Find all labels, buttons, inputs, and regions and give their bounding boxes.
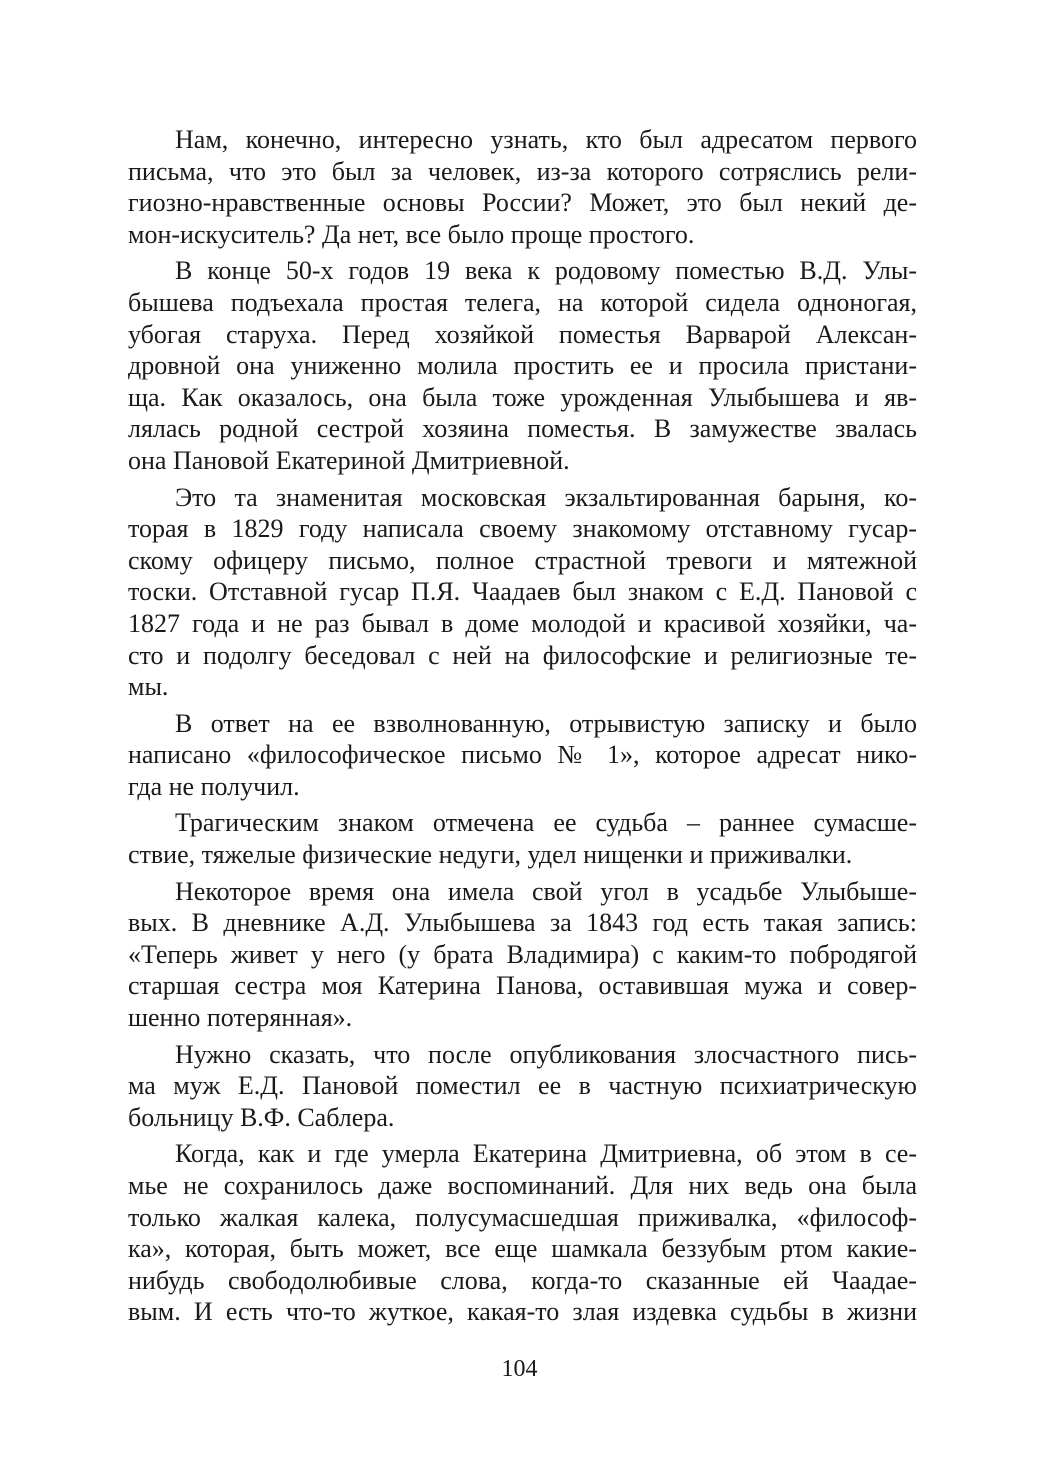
text-line: лялась родной сестрой хозяина поместья. В замужестве звалась <box>128 414 917 444</box>
text-line: ствие, тяжелые физические недуги, удел нищенки и приживалки. <box>128 840 853 870</box>
text-line: 1827 года и не раз бывал в доме молодой и красивой хозяйки, ча- <box>128 608 917 638</box>
text-line: скому офицеру письмо, полное страстной тревоги и мятежной <box>128 545 917 575</box>
text-line: Это та знаменитая московская экзальтированная барыня, ко- <box>175 482 917 512</box>
text-line: тоски. Отставной гусар П.Я. Чаадаев был знаком с Е.Д. Пановой с <box>128 577 917 607</box>
page-number: 104 <box>501 1356 538 1382</box>
text-line: вых. В дневнике А.Д. Улыбышева за 1843 год есть такая запись: <box>128 908 917 938</box>
paragraph <box>128 708 917 803</box>
text-line: написано «философическое письмо № 1», которое адресат нико- <box>128 740 917 770</box>
text-line: мье не сохранилось даже воспоминаний. Для них ведь она была <box>128 1171 917 1200</box>
text-line: дровной она униженно молила простить ее и просила пристани- <box>128 351 917 381</box>
paragraph <box>128 482 917 703</box>
text-line: бышева подъехала простая телега, на которой сидела одноногая, <box>128 287 917 317</box>
text-line: Нам, конечно, интересно узнать, кто был адресатом первого <box>175 125 917 154</box>
text-line: нибудь свободолюбивые слова, когда-то сказанные ей Чаадае- <box>128 1265 917 1295</box>
paragraph <box>128 1138 917 1328</box>
text-line: гиозно-нравственные основы России? Может, это был некий де- <box>128 188 917 218</box>
text-line: В конце 50-х годов 19 века к родовому поместью В.Д. Улы- <box>175 256 917 286</box>
paragraph <box>128 876 917 1034</box>
text-line: мы. <box>128 672 169 702</box>
text-line: только жалкая калека, полусумасшедшая приживалка, «философ- <box>128 1202 917 1232</box>
paragraph <box>128 807 917 870</box>
text-line: шенно потерянная». <box>128 1003 353 1033</box>
paragraph <box>128 1039 917 1134</box>
paragraph <box>128 124 917 250</box>
text-line: В ответ на ее взволнованную, отрывистую записку и было <box>175 708 917 738</box>
text-line: Трагическим знаком отмечена ее судьба – раннее сумасше- <box>175 808 917 838</box>
text-line: Когда, как и где умерла Екатерина Дмитриевна, об этом в се- <box>175 1139 917 1169</box>
text-line: сто и подолгу беседовал с ней на философские и религиозные те- <box>128 640 917 670</box>
text-line: Некоторое время она имела свой угол в усадьбе Улыбыше- <box>175 876 917 906</box>
page-body <box>128 124 917 1333</box>
text-line: ща. Как оказалось, она была тоже урожденная Улыбышева и яв- <box>128 382 917 412</box>
text-line: убогая старуха. Перед хозяйкой поместья Варварой Алексан- <box>128 319 917 349</box>
text-line: торая в 1829 году написала своему знакомому отставному гусар- <box>128 514 917 544</box>
text-line: письма, что это был за человек, из-за которого сотряслись рели- <box>128 156 917 186</box>
text-line: больницу В.Ф. Саблера. <box>128 1102 395 1132</box>
text-line: она Пановой Екатериной Дмитриевной. <box>128 445 570 475</box>
text-line: ма муж Е.Д. Пановой поместил ее в частную психиатрическую <box>128 1071 917 1101</box>
text-line: Нужно сказать, что после опубликования злосчастного пись- <box>175 1039 917 1069</box>
paragraph <box>128 255 917 476</box>
text-line: старшая сестра моя Катерина Панова, оставившая мужа и совер- <box>128 971 917 1001</box>
text-line: «Теперь живет у него (у брата Владимира) с каким-то побродягой <box>128 939 917 969</box>
text-line: вым. И есть что-то жуткое, какая-то злая издевка судьбы в жизни <box>128 1297 917 1327</box>
text-line: гда не получил. <box>128 771 300 801</box>
text-line: мон-искуситель? Да нет, все было проще простого. <box>128 219 695 249</box>
text-line: ка», которая, быть может, все еще шамкала беззубым ртом какие- <box>128 1234 917 1264</box>
